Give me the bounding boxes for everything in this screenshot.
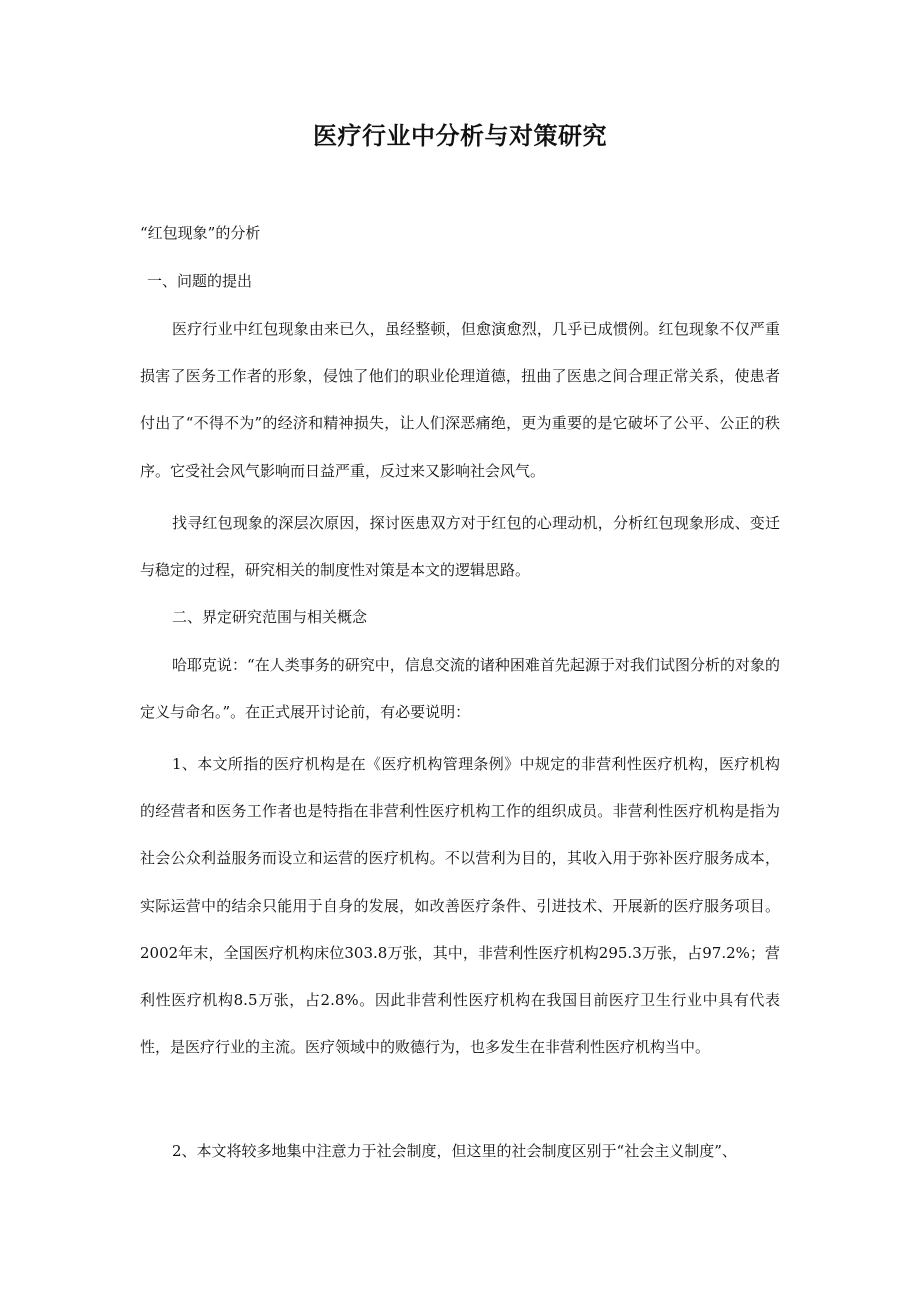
- paragraph-1: 医疗行业中红包现象由来已久，虽经整顿，但愈演愈烈，几乎已成惯例。红包现象不仅严重损害了医务工作者的形象，侵蚀了他们的职业伦理道德，扭曲了医患之间合理正常关系，使患者付出了“不得不为”的经济和精神损失，让人们深恶痛绝，更为重要的是它破坏了公平、公正的秩序。它受社会风气影响而日益严重，反过来又影响社会风气。: [140, 320, 780, 480]
- heading-problem-statement: 一、问题的提出: [147, 272, 253, 290]
- paragraph-5: 2、本文将较多地集中注意力于社会制度，但这里的社会制度区别于“社会主义制度”、: [172, 1142, 737, 1160]
- document-title: 医疗行业中分析与对策研究: [313, 121, 607, 150]
- heading-research-scope: 二、界定研究范围与相关概念: [172, 608, 368, 626]
- paragraph-2: 找寻红包现象的深层次原因，探讨医患双方对于红包的心理动机，分析红包现象形成、变迁与稳定的过程，研究相关的制度性对策是本文的逻辑思路。: [140, 514, 780, 580]
- paragraph-4: 1、本文所指的医疗机构是在《医疗机构管理条例》中规定的非营利性医疗机构，医疗机构的经营者和医务工作者也是特指在非营利性医疗机构工作的组织成员。非营利性医疗机构是指为社会公众利益服务而设立和运营的医疗机构。不以营利为目的，其收入用于弥补医疗服务成本，实际运营中的结余只能用于自身的发展，如改善医疗条件、引进技术、开展新的医疗服务项目。2002年末，全国医疗机构床位303.8万张，其中，非营利性医疗机构295.3万张，占97.2%；营利性医疗机构8.5万张，占2.8%。因此非营利性医疗机构在我国目前医疗卫生行业中具有代表性，是医疗行业的主流。医疗领域中的败德行为，也多发生在非营利性医疗机构当中。: [140, 755, 780, 1057]
- paragraph-3: 哈耶克说：“在人类事务的研究中，信息交流的诸种困难首先起源于对我们试图分析的对象的定义与命名。”。在正式展开讨论前，有必要说明：: [140, 656, 780, 722]
- section-heading: “红包现象”的分析: [140, 224, 261, 242]
